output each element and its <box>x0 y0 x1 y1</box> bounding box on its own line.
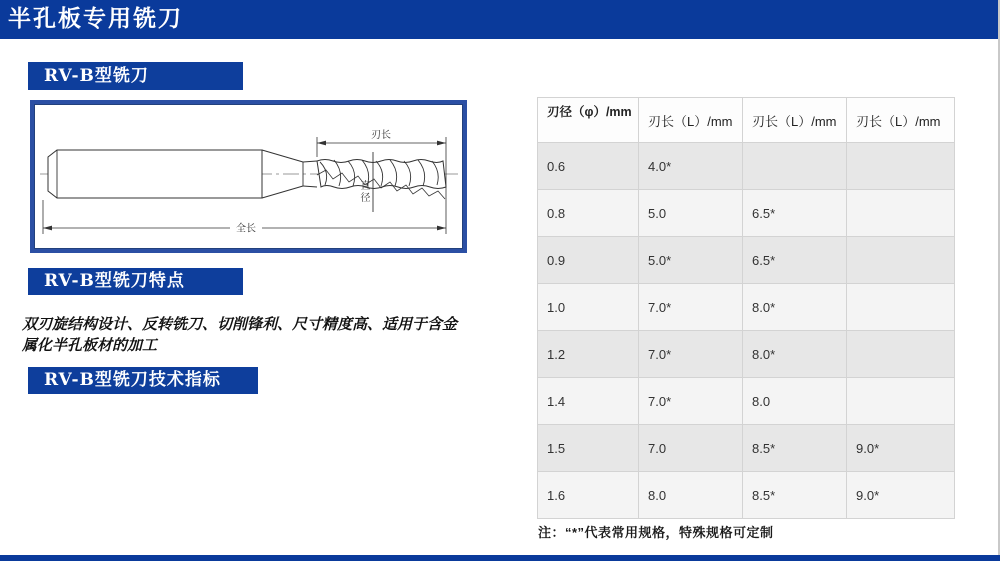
cell-length-3: 9.0* <box>847 425 955 472</box>
neck-bottom-line <box>303 186 317 187</box>
cell-length-2: 8.0 <box>743 378 847 425</box>
cell-length-2: 6.5* <box>743 190 847 237</box>
cell-length-1: 7.0* <box>639 284 743 331</box>
page-bottom-strip <box>0 555 1000 561</box>
overall-length-arrow-right <box>437 226 446 231</box>
cell-length-2: 8.0* <box>743 331 847 378</box>
cell-diameter: 0.8 <box>538 190 639 237</box>
cell-length-3 <box>847 378 955 425</box>
spec-row <box>538 237 955 284</box>
neck-top-line <box>303 161 317 162</box>
spec-row <box>538 425 955 472</box>
spec-row <box>538 190 955 237</box>
cell-length-3 <box>847 143 955 190</box>
cell-length-2 <box>743 143 847 190</box>
cell-length-3 <box>847 190 955 237</box>
cell-length-2: 8.5* <box>743 425 847 472</box>
spec-row <box>538 378 955 425</box>
taper-bottom-line <box>262 186 303 198</box>
cell-length-1: 7.0* <box>639 378 743 425</box>
cell-length-1: 5.0* <box>639 237 743 284</box>
spec-row <box>538 472 955 519</box>
spec-row <box>538 284 955 331</box>
features-line-1: 双刃旋结构设计、反转铣刀、切削锋利、尺寸精度高、适用于含金 <box>22 315 458 333</box>
blade-length-label: 刃长 <box>371 130 391 141</box>
spec-row <box>538 143 955 190</box>
cell-diameter: 1.4 <box>538 378 639 425</box>
cell-length-3 <box>847 284 955 331</box>
cell-length-1: 7.0* <box>639 331 743 378</box>
cell-diameter: 0.6 <box>538 143 639 190</box>
blade-length-arrow-right <box>437 141 446 146</box>
section-header-model-label: RV-B型铣刀 <box>44 66 149 86</box>
cell-diameter: 1.5 <box>538 425 639 472</box>
table-footnote: 注：“*”代表常用规格，特殊规格可定制 <box>538 525 774 540</box>
diameter-label: 直径 <box>358 180 369 204</box>
cell-diameter: 1.0 <box>538 284 639 331</box>
cell-length-1: 5.0 <box>639 190 743 237</box>
col-header-blade-length-1: 刃长（L）/mm <box>639 98 743 143</box>
blade-length-arrow-left <box>317 141 326 146</box>
cell-diameter: 1.6 <box>538 472 639 519</box>
col-header-blade-length-3: 刃长（L）/mm <box>847 98 955 143</box>
spec-table <box>537 97 955 519</box>
cell-length-1: 8.0 <box>639 472 743 519</box>
cutter-drawing-frame <box>30 100 467 253</box>
cell-diameter: 0.9 <box>538 237 639 284</box>
section-header-features-label: RV-B型铣刀特点 <box>44 271 185 291</box>
page-title-banner <box>0 0 1000 39</box>
cell-length-2: 8.0* <box>743 284 847 331</box>
overall-length-arrow-left <box>43 226 52 231</box>
spec-row <box>538 331 955 378</box>
section-header-specs-label: RV-B型铣刀技术指标 <box>44 370 221 390</box>
cell-length-1: 4.0* <box>639 143 743 190</box>
features-paragraph <box>22 314 482 356</box>
cell-length-3 <box>847 331 955 378</box>
cell-length-3 <box>847 237 955 284</box>
col-header-blade-diameter: 刃径（φ）/mm <box>538 98 639 143</box>
cell-length-3: 9.0* <box>847 472 955 519</box>
features-line-2: 属化半孔板材的加工 <box>22 336 158 354</box>
cell-length-2: 6.5* <box>743 237 847 284</box>
col-header-blade-length-2: 刃长（L）/mm <box>743 98 847 143</box>
section-header-specs <box>28 367 258 394</box>
cutter-drawing <box>34 104 463 249</box>
spec-table-header-row <box>538 98 955 143</box>
shank-outline <box>48 150 262 198</box>
cell-length-2: 8.5* <box>743 472 847 519</box>
page-title: 半孔板专用铣刀 <box>8 5 183 32</box>
taper-top-line <box>262 150 303 162</box>
section-header-features <box>28 268 243 295</box>
section-header-model <box>28 62 243 90</box>
cell-length-1: 7.0 <box>639 425 743 472</box>
overall-length-label: 全长 <box>236 223 256 235</box>
cell-diameter: 1.2 <box>538 331 639 378</box>
